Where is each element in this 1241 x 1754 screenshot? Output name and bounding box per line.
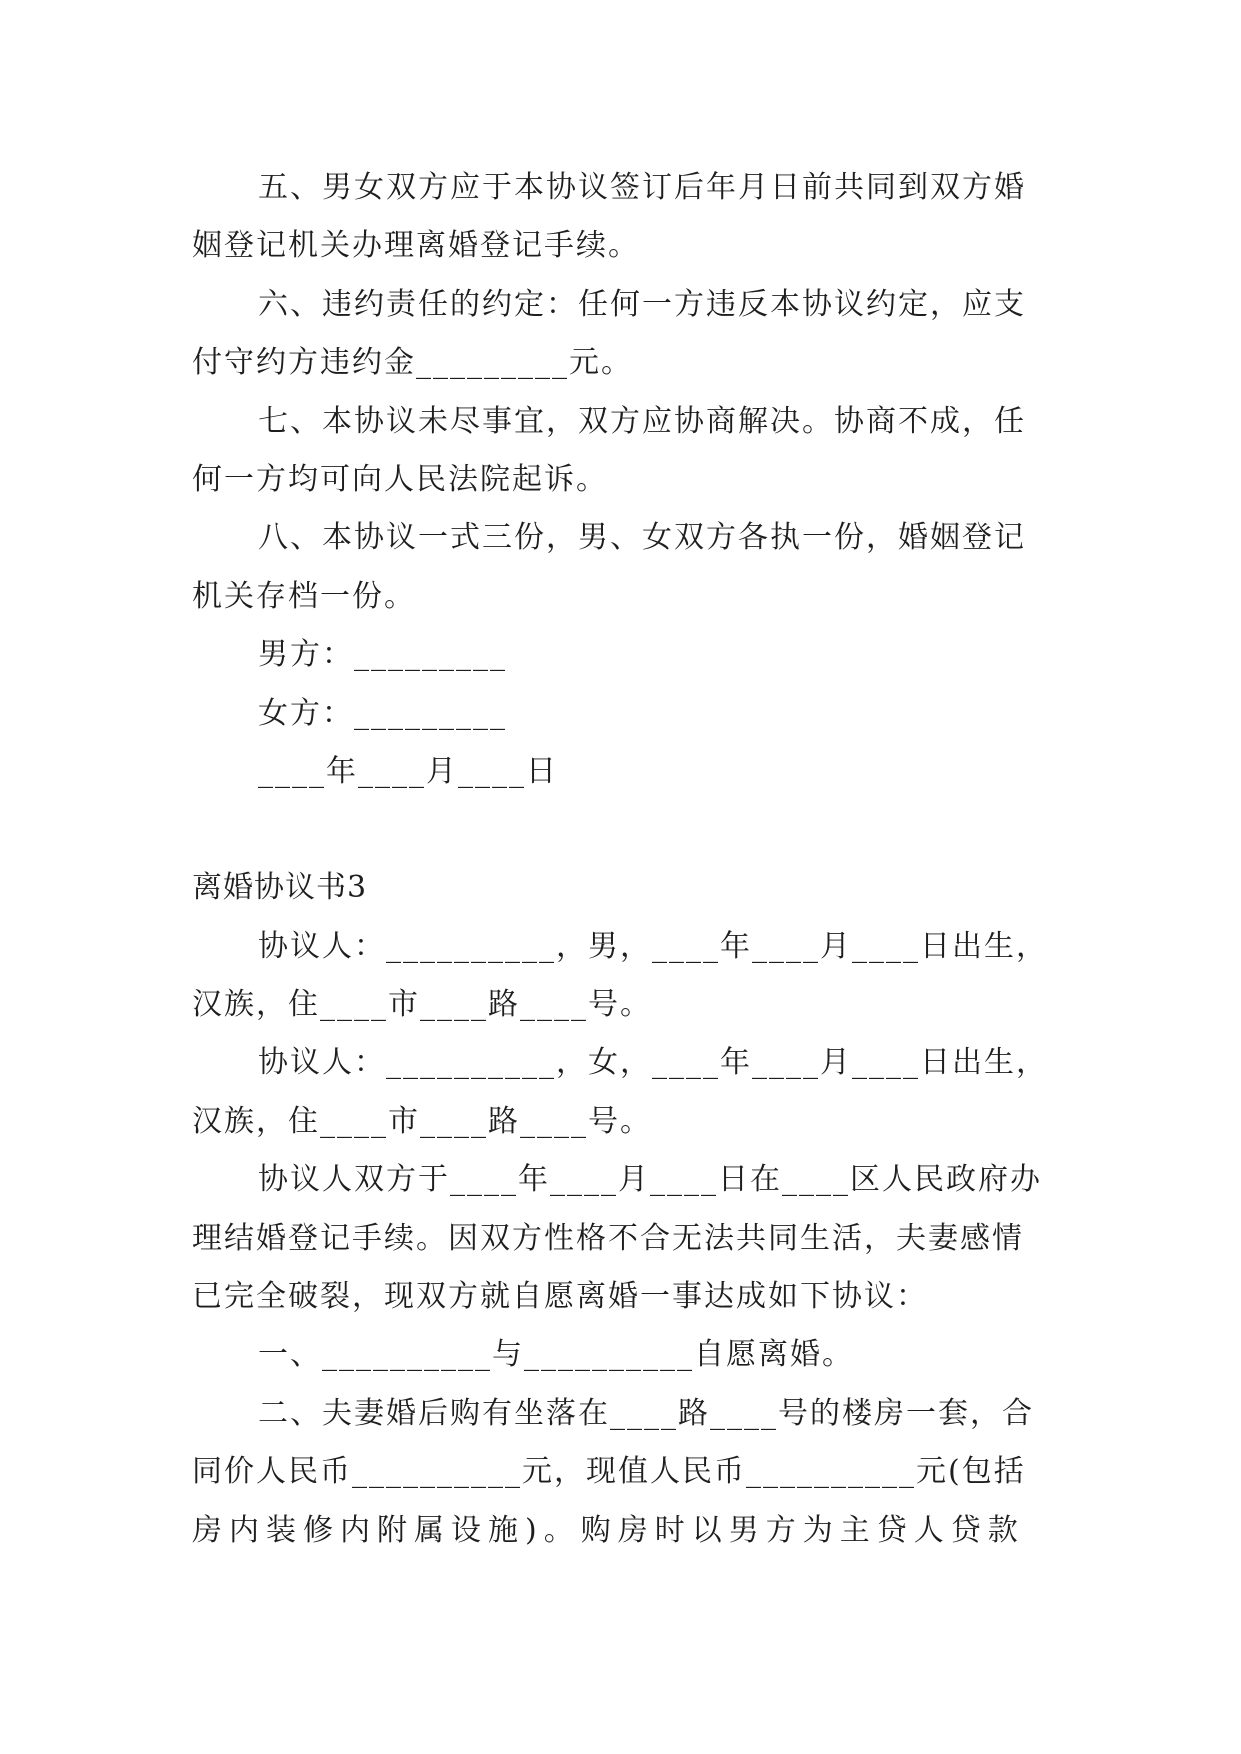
paragraph-line: 已完全破裂，现双方就自愿离婚一事达成如下协议： <box>192 1279 928 1314</box>
paragraph-line: 汉族，住____市____路____号。 <box>192 1104 652 1139</box>
paragraph-line: 一、__________与__________自愿离婚。 <box>258 1337 854 1372</box>
paragraph-line: 同价人民币__________元，现值人民币__________元(包括 <box>192 1454 1026 1489</box>
paragraph-line: 付守约方违约金_________元。 <box>192 345 633 380</box>
paragraph-line: 八、本协议一式三份，男、女双方各执一份，婚姻登记 <box>258 520 1026 555</box>
paragraph-line: 协议人：__________，男，____年____月____日出生， <box>258 929 1048 964</box>
paragraph-line: 二、夫妻婚后购有坐落在____路____号的楼房一套，合 <box>258 1396 1034 1431</box>
paragraph-line: 机关存档一份。 <box>192 579 416 614</box>
section-title: 离婚协议书3 <box>192 870 368 905</box>
paragraph-line: 汉族，住____市____路____号。 <box>192 987 652 1022</box>
signature-line-man: 男方：_________ <box>258 637 507 672</box>
signature-line-woman: 女方：_________ <box>258 696 507 731</box>
paragraph-line: 协议人：__________，女，____年____月____日出生， <box>258 1045 1048 1080</box>
paragraph-line: 协议人双方于____年____月____日在____区人民政府办 <box>258 1162 1042 1197</box>
date-line: ____年____月____日 <box>258 754 558 789</box>
paragraph-line: 姻登记机关办理离婚登记手续。 <box>192 228 640 263</box>
paragraph-line: 何一方均可向人民法院起诉。 <box>192 462 608 497</box>
paragraph-line: 六、违约责任的约定：任何一方违反本协议约定，应支 <box>258 287 1026 322</box>
paragraph-line: 五、男女双方应于本协议签订后年月日前共同到双方婚 <box>258 170 1026 205</box>
paragraph-line: 理结婚登记手续。因双方性格不合无法共同生活，夫妻感情 <box>192 1221 1024 1256</box>
paragraph-line: 房内装修内附属设施)。购房时以男方为主贷人贷款 <box>192 1513 1025 1548</box>
paragraph-line: 七、本协议未尽事宜，双方应协商解决。协商不成，任 <box>258 404 1026 439</box>
